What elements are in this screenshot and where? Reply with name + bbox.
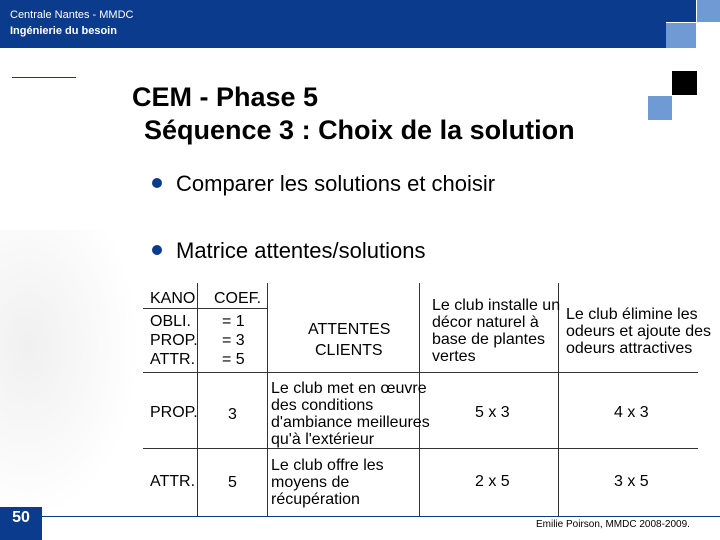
row-expectation: récupération xyxy=(271,491,360,508)
grid-line xyxy=(197,283,198,517)
legend-coef: = 5 xyxy=(222,351,245,368)
legend-coef: = 1 xyxy=(222,313,245,330)
grid-line xyxy=(143,308,268,309)
title-underline xyxy=(12,77,76,78)
solution-header: décor naturel à xyxy=(432,314,539,331)
row-score: 5 x 3 xyxy=(475,404,510,421)
page-number: 50 xyxy=(0,507,42,540)
bullet-dot-icon xyxy=(152,245,162,255)
row-expectation: Le club met en œuvre xyxy=(271,380,427,397)
legend-type: OBLI. xyxy=(150,313,191,330)
coef-header: COEF. xyxy=(214,290,262,307)
grid-line xyxy=(143,448,698,449)
footer-line xyxy=(42,516,720,517)
row-score: 2 x 5 xyxy=(475,473,510,490)
bullet-text: Comparer les solutions et choisir xyxy=(176,171,496,196)
solution-header: Le club élimine les xyxy=(566,306,698,323)
decor-square xyxy=(672,71,697,95)
row-expectation: Le club offre les xyxy=(271,457,384,474)
bullet-dot-icon xyxy=(152,178,162,188)
page-subtitle: Séquence 3 : Choix de la solution xyxy=(144,115,575,145)
bullet-item xyxy=(152,171,495,197)
row-expectation: qu'à l'extérieur xyxy=(271,431,375,448)
grid-line xyxy=(143,372,698,373)
decor-square xyxy=(666,23,696,48)
solution-header: base de plantes xyxy=(432,331,545,348)
decor-square xyxy=(697,0,720,22)
solution-header: vertes xyxy=(432,348,476,365)
decor-square xyxy=(648,96,672,120)
attentes-label: CLIENTS xyxy=(315,342,383,359)
legend-type: PROP. xyxy=(150,332,198,349)
row-expectation: moyens de xyxy=(271,474,350,491)
row-kano: ATTR. xyxy=(150,473,196,490)
grid-line xyxy=(558,283,559,517)
header-bar xyxy=(0,0,666,48)
grid-line xyxy=(419,283,420,517)
footer-credit: Emilie Poirson, MMDC 2008-2009. xyxy=(536,519,690,530)
kano-header: KANO xyxy=(150,290,196,307)
attentes-label: ATTENTES xyxy=(308,321,391,338)
row-kano: PROP. xyxy=(150,404,198,421)
course-name: Ingénierie du besoin xyxy=(10,25,117,37)
row-expectation: d'ambiance meilleures xyxy=(271,414,430,431)
legend-type: ATTR. xyxy=(150,351,196,368)
bullet-item xyxy=(152,238,425,264)
row-expectation: des conditions xyxy=(271,397,374,414)
background-glow xyxy=(0,230,140,520)
solution-header: Le club installe un xyxy=(432,297,561,314)
row-score: 3 x 5 xyxy=(614,473,649,490)
solution-header: odeurs et ajoute des xyxy=(566,323,711,340)
row-coef: 3 xyxy=(228,406,237,423)
page-title: CEM - Phase 5 xyxy=(132,82,319,112)
grid-line xyxy=(267,283,268,517)
institution-name: Centrale Nantes - MMDC xyxy=(10,9,134,21)
row-coef: 5 xyxy=(228,474,237,491)
row-score: 4 x 3 xyxy=(614,404,649,421)
bullet-text: Matrice attentes/solutions xyxy=(176,238,426,263)
decor-square xyxy=(666,0,696,22)
legend-coef: = 3 xyxy=(222,332,245,349)
solution-header: odeurs attractives xyxy=(566,340,693,357)
